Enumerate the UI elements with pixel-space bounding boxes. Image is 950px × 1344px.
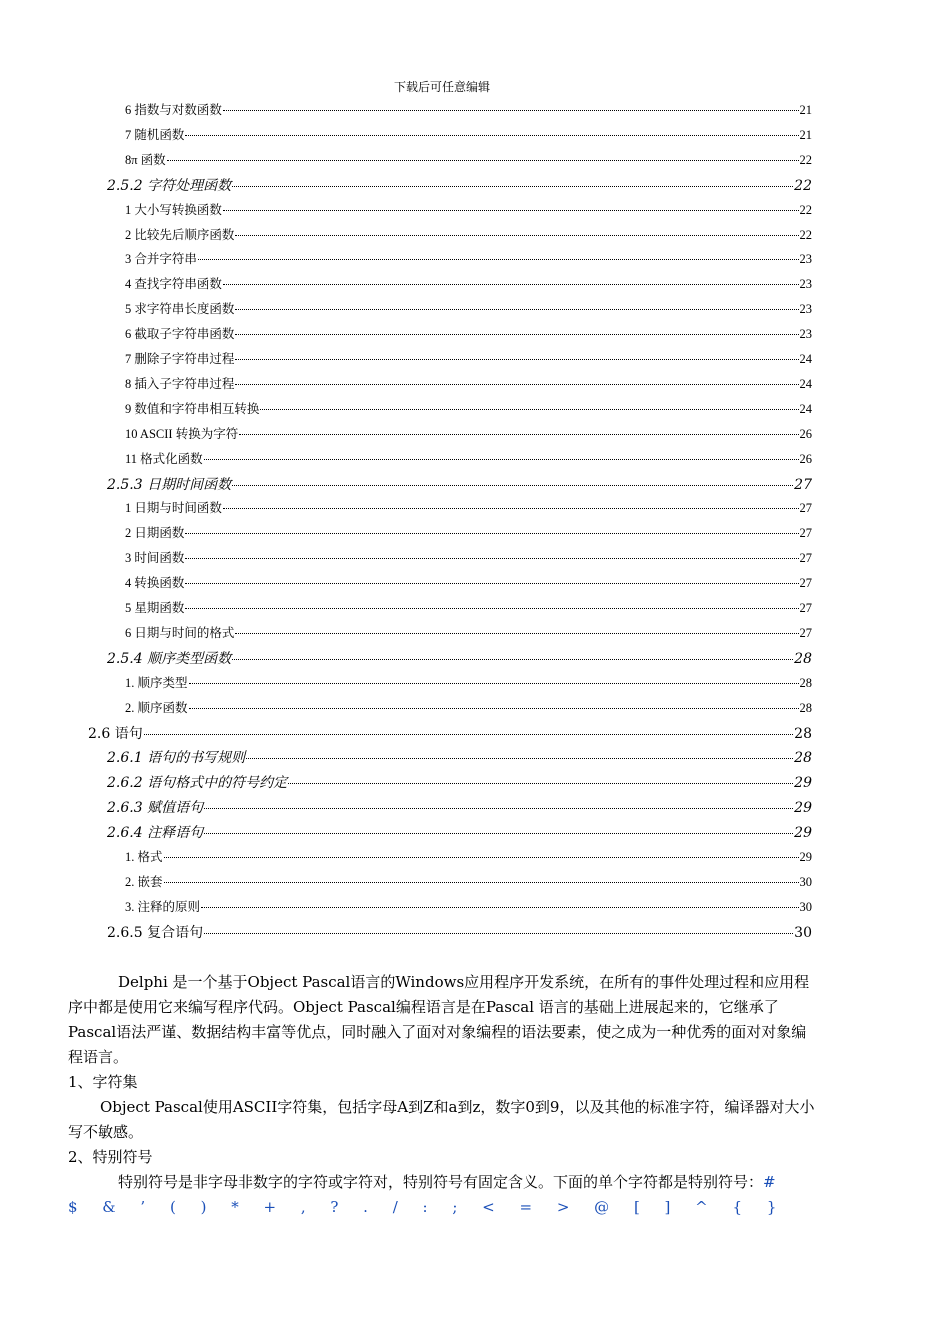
paragraph-text: 特别符号是非字母非数字的字符或字符对，特别符号有固定含义。下面的单个字符都是特别符号： (118, 1173, 764, 1191)
toc-entry[interactable] (88, 723, 812, 743)
toc-entry[interactable] (107, 772, 812, 792)
toc-entry-page: 27 (794, 476, 812, 493)
toc-entry-label: 1 大小写转换函数 (125, 202, 222, 217)
toc-entry-page: 30 (799, 899, 812, 914)
toc-leader-dots (235, 235, 798, 236)
toc-entry-label: 2.6.3 赋值语句 (107, 800, 204, 817)
toc-leader-dots (201, 907, 798, 908)
toc-entry-label: 2.6.2 语句格式中的符号约定 (107, 775, 288, 792)
toc-entry[interactable] (125, 100, 812, 118)
toc-leader-dots (235, 384, 798, 385)
toc-leader-dots (260, 409, 798, 410)
toc-entry[interactable] (125, 673, 812, 691)
section-heading: 2、特别符号 (68, 1148, 153, 1166)
toc-entry-label: 9 数值和字符串相互转换 (125, 401, 260, 416)
toc-entry[interactable] (125, 598, 812, 616)
toc-entry[interactable] (125, 324, 812, 342)
toc-entry-page: 23 (799, 302, 812, 317)
toc-entry-label: 2.6.4 注释语句 (107, 825, 204, 842)
toc-entry-page: 27 (799, 625, 812, 640)
toc-entry-label: 1 日期与时间函数 (125, 501, 222, 516)
toc-entry-label: 7 删除子字符串过程 (125, 352, 235, 366)
toc-leader-dots (223, 110, 799, 111)
toc-entry-page: 30 (799, 874, 812, 889)
toc-leader-dots (185, 608, 798, 609)
toc-entry[interactable] (107, 797, 812, 817)
toc-leader-dots (235, 359, 798, 360)
toc-entry-page: 27 (799, 601, 812, 615)
toc-entry-page: 21 (799, 127, 812, 142)
toc-leader-dots (239, 434, 798, 435)
toc-entry-page: 27 (799, 501, 812, 516)
toc-leader-dots (204, 933, 793, 934)
toc-entry[interactable] (125, 872, 812, 890)
toc-leader-dots (189, 708, 799, 709)
toc-leader-dots (223, 508, 799, 509)
toc-entry-page: 22 (799, 202, 812, 217)
toc-leader-dots (223, 284, 799, 285)
toc-leader-dots (189, 683, 799, 684)
toc-leader-dots (164, 882, 799, 883)
toc-entry[interactable] (125, 449, 812, 467)
toc-entry-label: 1. 格式 (125, 850, 163, 864)
intro-paragraph: Delphi 是一个基于Object Pascal语言的Windows应用程序开发系统，在所有的事件处理过程和应用程序中都是使用它来编写程序代码。Object Pascal编程语言是在Pascal 语言的基础上进展起来的，它继承了Pascal语法严谨、数据结构丰富等优点，同时融入了面对对象编程的语法要素，使之成为一种优秀的面对对象编程语言。 (68, 973, 810, 1066)
paragraph: Object Pascal使用ASCII字符集，包括字母A到Z和a到z，数字0到9，以及其他的标准字符，编译器对大小写不敏感。 (68, 1098, 815, 1141)
body-text (68, 970, 816, 1220)
section-heading: 1、字符集 (68, 1073, 138, 1091)
toc-entry-label: 5 星期函数 (125, 601, 185, 615)
toc-entry[interactable] (125, 399, 812, 417)
toc-entry[interactable] (125, 523, 812, 541)
toc-entry-page: 24 (799, 376, 812, 391)
toc-entry-label: 2.6.5 复合语句 (107, 924, 204, 941)
toc-entry-label: 2 日期函数 (125, 526, 185, 541)
toc-entry-page: 24 (799, 401, 812, 416)
toc-entry[interactable] (125, 424, 812, 442)
toc-entry[interactable] (125, 349, 812, 367)
toc-entry-label: 6 截取子字符串函数 (125, 327, 235, 342)
toc-entry-page: 29 (794, 800, 812, 817)
toc-entry-label: 2.5.2 字符处理函数 (107, 177, 232, 194)
toc-leader-dots (246, 758, 793, 759)
toc-entry[interactable] (125, 498, 812, 516)
toc-entry-label: 2 比较先后顺序函数 (125, 227, 235, 242)
toc-entry-label: 7 随机函数 (125, 127, 185, 142)
paragraph (68, 1170, 816, 1220)
toc-leader-dots (232, 485, 793, 486)
toc-leader-dots (204, 459, 799, 460)
toc-entry-label: 4 查找字符串函数 (125, 277, 222, 292)
toc-entry-page: 26 (799, 426, 812, 441)
toc-leader-dots (204, 808, 793, 809)
toc-entry-label: 2.5.3 日期时间函数 (107, 476, 232, 493)
toc-entry-page: 24 (799, 352, 812, 366)
toc-entry-label: 4 转换函数 (125, 576, 185, 591)
toc-entry[interactable] (125, 548, 812, 566)
toc-entry[interactable] (125, 698, 812, 716)
toc-entry-page: 27 (799, 551, 812, 566)
toc-entry-page: 23 (799, 252, 812, 267)
toc-entry-page: 23 (799, 277, 812, 292)
toc-entry[interactable] (107, 175, 812, 195)
toc-entry-page: 22 (794, 177, 812, 194)
toc-entry[interactable] (125, 150, 812, 168)
toc-entry[interactable] (107, 648, 812, 668)
toc-entry-page: 29 (794, 775, 812, 792)
toc-entry-label: 3. 注释的原则 (125, 899, 201, 914)
toc-entry-page: 28 (794, 750, 812, 767)
toc-entry-page: 26 (799, 451, 812, 466)
toc-entry-label: 8π 函数 (125, 152, 166, 167)
toc-entry[interactable] (125, 623, 812, 641)
toc-entry-page: 22 (799, 152, 812, 167)
toc-entry-label: 6 指数与对数函数 (125, 103, 222, 117)
toc-entry-page: 29 (799, 850, 812, 864)
toc-leader-dots (198, 259, 799, 260)
toc-entry-label: 11 格式化函数 (125, 451, 203, 466)
toc-leader-dots (185, 135, 798, 136)
toc-entry[interactable] (125, 249, 812, 267)
toc-entry-page: 29 (794, 825, 812, 842)
toc-entry-page: 27 (799, 526, 812, 541)
toc-entry-label: 5 求字符串长度函数 (125, 302, 235, 317)
toc-entry-page: 27 (799, 576, 812, 591)
toc-entry[interactable] (125, 274, 812, 292)
toc-entry[interactable] (125, 200, 812, 218)
toc-leader-dots (235, 309, 798, 310)
toc-leader-dots (185, 583, 798, 584)
toc-entry-label: 1. 顺序类型 (125, 675, 188, 690)
toc-entry-label: 2.6 语句 (88, 725, 143, 742)
toc-entry[interactable] (107, 822, 812, 842)
toc-entry-label: 2.6.1 语句的书写规则 (107, 750, 246, 767)
toc-entry-label: 8 插入子字符串过程 (125, 376, 235, 391)
toc-entry[interactable] (125, 374, 812, 392)
toc-leader-dots (223, 210, 799, 211)
toc-leader-dots (164, 857, 799, 858)
toc-entry-page: 30 (794, 924, 812, 941)
toc-entry-label: 2. 嵌套 (125, 874, 163, 889)
toc-entry-page: 28 (799, 675, 812, 690)
toc-leader-dots (232, 186, 793, 187)
toc-entry-label: 3 合并字符串 (125, 252, 197, 267)
toc-entry[interactable] (125, 225, 812, 243)
toc-leader-dots (185, 533, 798, 534)
toc-entry-label: 2.5.4 顺序类型函数 (107, 650, 232, 667)
toc-entry-label: 2. 顺序函数 (125, 700, 188, 715)
toc-entry[interactable] (125, 847, 812, 865)
special-symbols: # $ & ’ ( ) * + , ? . / : ; < = > @ [ ] ^ { } (68, 1173, 787, 1216)
toc-entry[interactable] (125, 897, 812, 915)
toc-entry[interactable] (107, 474, 812, 494)
toc-entry-page: 22 (799, 227, 812, 242)
toc-entry[interactable] (125, 573, 812, 591)
toc-leader-dots (288, 783, 793, 784)
toc-entry-page: 28 (794, 650, 812, 667)
toc-entry-page: 21 (799, 103, 812, 117)
toc-leader-dots (144, 734, 793, 735)
toc-entry[interactable] (107, 922, 812, 942)
toc-entry-page: 28 (794, 725, 812, 742)
toc-entry-page: 28 (799, 700, 812, 715)
toc-leader-dots (167, 160, 799, 161)
toc-entry[interactable] (125, 299, 812, 317)
toc-entry-page: 23 (799, 327, 812, 342)
toc-leader-dots (235, 334, 798, 335)
toc-entry-label: 10 ASCII 转换为字符 (125, 426, 239, 441)
toc-leader-dots (232, 659, 793, 660)
page-header: 下载后可任意编辑 (393, 80, 490, 94)
toc-entry[interactable] (125, 125, 812, 143)
toc-leader-dots (204, 833, 793, 834)
toc-leader-dots (235, 633, 798, 634)
toc-leader-dots (185, 558, 798, 559)
toc-entry-label: 3 时间函数 (125, 551, 185, 566)
toc-entry[interactable] (107, 747, 812, 767)
toc-entry-label: 6 日期与时间的格式 (125, 625, 235, 640)
